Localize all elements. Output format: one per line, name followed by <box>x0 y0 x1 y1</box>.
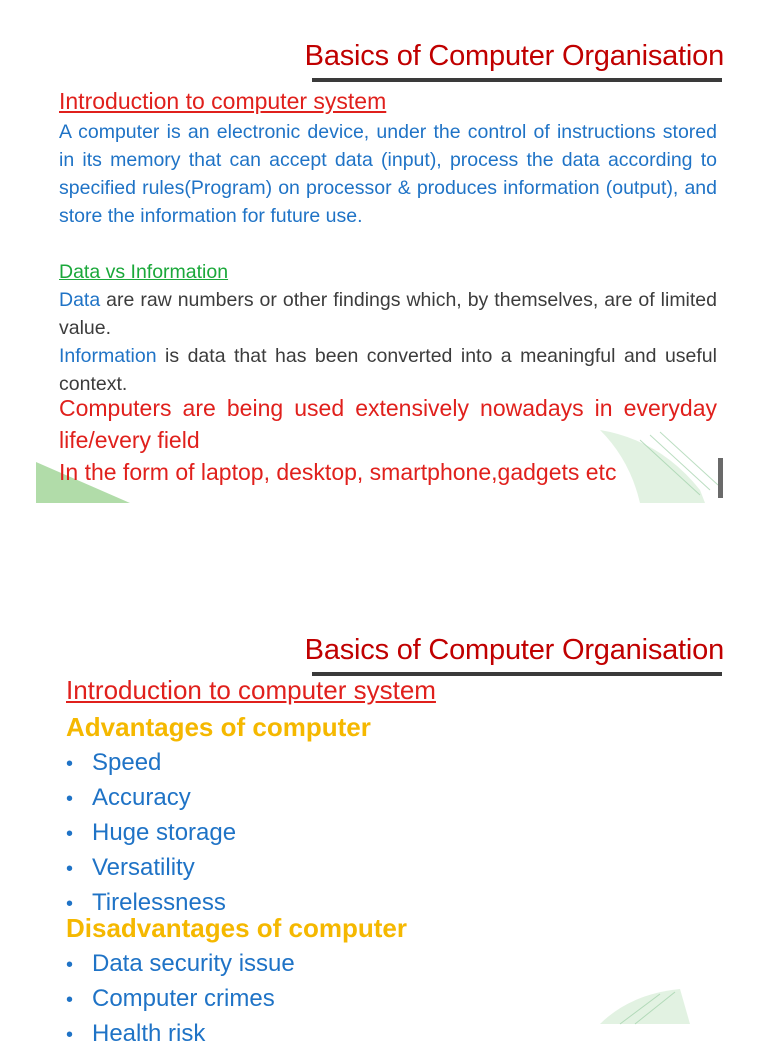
data-text: are raw numbers or other findings which, by themselves, are of limited value. <box>59 289 717 339</box>
information-term: Information <box>59 345 157 367</box>
usage-paragraph-1: Computers are being used extensively nowadays in everyday life/every field <box>59 395 717 453</box>
advantages-heading: Advantages of computer <box>66 712 371 742</box>
decorative-background-graphic <box>590 984 710 1024</box>
data-term: Data <box>59 289 101 311</box>
bullet-icon: • <box>66 989 74 1011</box>
bullet-icon: • <box>66 893 74 915</box>
list-item: • Speed <box>66 746 236 781</box>
bullet-icon: • <box>66 823 74 845</box>
slide-title: Basics of Computer Organisation <box>304 40 724 72</box>
title-underline <box>312 78 722 82</box>
disadvantages-list <box>66 947 295 1052</box>
usage-paragraph-2: In the form of laptop, desktop, smartphone,gadgets etc <box>59 459 617 485</box>
information-text: is data that has been converted into a meaningful and useful context. <box>59 345 717 395</box>
list-item: • Tirelessness <box>66 886 236 921</box>
slide-2 <box>0 612 768 1047</box>
bullet-icon: • <box>66 788 74 810</box>
bullet-icon: • <box>66 954 74 976</box>
section-heading <box>59 258 717 286</box>
list-item: • Versatility <box>66 851 236 886</box>
list-item: • Computer crimes <box>66 982 295 1017</box>
data-definition <box>59 286 717 342</box>
data-vs-information-heading: Data vs Information <box>59 261 229 283</box>
list-item: • Huge storage <box>66 816 236 851</box>
slide-subtitle: Introduction to computer system <box>66 675 436 705</box>
advantages-list <box>66 746 236 921</box>
bullet-icon: • <box>66 858 74 880</box>
list-item: • Data security issue <box>66 947 295 982</box>
disadvantages-heading: Disadvantages of computer <box>66 913 407 943</box>
slide-1 <box>0 0 768 503</box>
information-definition <box>59 342 717 398</box>
list-item: • Health risk <box>66 1017 295 1052</box>
list-item: • Accuracy <box>66 781 236 816</box>
definition-paragraph: A computer is an electronic device, under the control of instructions stored in its memory that can accept data (input), process the data according to specified rules(Program) on processor & produces information (output), and store the information for future use. <box>59 121 717 227</box>
slide-title: Basics of Computer Organisation <box>304 634 724 666</box>
slide-subtitle: Introduction to computer system <box>59 88 387 114</box>
bullet-icon: • <box>66 753 74 775</box>
bullet-icon: • <box>66 1024 74 1046</box>
